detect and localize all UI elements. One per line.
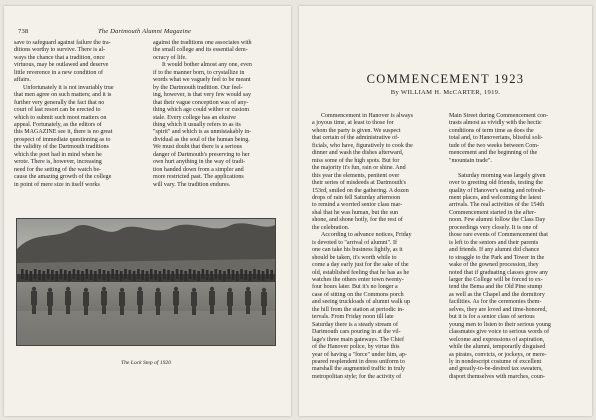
crowd-figure	[266, 269, 269, 279]
crowd-figure	[98, 269, 101, 279]
text-line: need for the setting of the watch be-	[14, 166, 102, 173]
text-line: that certain of the administrative of-	[312, 135, 400, 142]
text-line: which the poet had in mind when he	[14, 151, 102, 158]
crowd-figure	[90, 270, 93, 280]
text-line: as pirates, convicts, or jockeys, or mere-	[449, 351, 547, 358]
crowd-figure	[25, 270, 28, 280]
crowd-figure	[172, 271, 175, 281]
crowd-figure	[176, 269, 179, 279]
crowd-figure	[73, 269, 76, 279]
crowd-figure	[159, 271, 162, 281]
text-line: ditions worthy to survive. There is al-	[14, 47, 106, 54]
text-line: four hours later. But it's no longer a	[312, 284, 398, 291]
crowd-figure	[60, 269, 63, 279]
text-line: Dartmouth cars pouring in at the vil-	[312, 329, 401, 336]
crowd-figure	[120, 271, 123, 281]
text-line: 153rd, smiled on the gathering. A dozen	[312, 187, 409, 194]
text-line: is left to the seniors and their parents	[449, 239, 539, 246]
crowd-figure	[146, 271, 149, 281]
crowd-figure	[210, 271, 213, 281]
crowd-figure	[193, 270, 196, 280]
text-line: which to submit such moot matters on	[14, 114, 107, 121]
text-line: their series of misdeeds at Dartmouth's	[312, 180, 406, 187]
crowd-figure	[34, 269, 37, 279]
crowd-figure	[94, 271, 97, 281]
crowd-figure	[232, 270, 235, 280]
text-line: miss some of the high spots. But for	[312, 157, 400, 164]
crowd-figure	[262, 271, 265, 281]
text-line: appeal. Fortunately, as the editors of	[14, 121, 102, 128]
right-page	[299, 6, 592, 416]
text-line: Unfortunately it is not invariably true	[23, 84, 114, 91]
text-line: court of last resort can be erected to	[14, 107, 101, 114]
page-number: 738	[18, 28, 29, 35]
left-column-1	[14, 40, 144, 189]
text-line: ways the chance that a tradition, once	[14, 54, 105, 61]
text-line: shal that he was human, but the sun	[312, 209, 398, 216]
crowd-figure	[21, 269, 24, 279]
text-line: this MAGAZINE see it, there is no great	[14, 129, 113, 136]
text-line: conditions of term time as does the	[449, 127, 534, 134]
text-line: come a day early just for the sake of the	[312, 262, 409, 269]
text-line: affairs.	[14, 77, 31, 84]
crowd-figure	[227, 269, 230, 279]
text-line: ocracy of life.	[153, 54, 187, 61]
crowd-figure	[111, 269, 114, 279]
crowd-figure	[38, 270, 41, 280]
crowd-figure	[107, 271, 110, 281]
text-line: quality of Hanover's eating and refresh-	[449, 187, 545, 194]
text-line: while the alumni, temporarily disguised	[449, 344, 546, 351]
crowd-figure	[103, 270, 106, 280]
text-line: virtuous, may be outlawed and deserve	[14, 62, 109, 69]
crowd-figure	[133, 271, 136, 281]
text-line: metropolitan style; for the activity of	[312, 373, 402, 380]
text-line: thing which age could wither or custom	[153, 107, 250, 114]
text-line: of the Hanover police, by virtue this	[312, 344, 400, 351]
text-line: proceedings very closely. It is one of	[449, 224, 538, 231]
text-line: whom the party is given. We suspect	[312, 127, 401, 134]
text-line: tervals. From Friday noon till late	[312, 314, 394, 321]
text-line: ing, however, is that very few would say	[153, 92, 251, 99]
text-line: drops of rain fell Saturday afternoon	[312, 194, 401, 201]
text-line: further very generally the fact that no	[14, 99, 105, 106]
text-line: "mountain trade".	[449, 157, 492, 164]
crowd-figure	[240, 269, 243, 279]
text-line: "spirit" and which is as unmistakably in-	[153, 129, 252, 136]
text-line: classmates give voice to serious words of	[449, 329, 550, 336]
text-line: Commencement in Hanover is always	[321, 113, 414, 119]
text-line: watches the others enter town twenty-	[312, 276, 404, 283]
text-line: We must doubt that there is a serious	[153, 144, 243, 151]
text-line: young men to listen to their serious young	[449, 321, 551, 328]
crowd-figure	[215, 269, 218, 279]
crowd-figure	[51, 270, 54, 280]
text-line: It would bother almost any one, even	[162, 62, 252, 69]
text-line: ficials, who have, figuratively to cook the	[312, 142, 413, 149]
crowd-figure	[116, 270, 119, 280]
text-line: the majority it's fun, rain or shine. And	[312, 165, 406, 172]
text-line: Saturday morning was largely given	[458, 172, 546, 179]
text-line: According to advance notices, Friday	[321, 232, 412, 239]
text-line: and friends. If any alumni did chance	[449, 247, 540, 254]
text-line: Main Street during Commencement con-	[449, 113, 549, 119]
text-line: case of sitting on the Commons porch	[312, 291, 404, 298]
text-line: ment places, and welcoming the latest	[449, 194, 542, 201]
text-line: trasts almost as vividly with the hectic	[449, 120, 542, 127]
crowd-figure	[137, 269, 140, 279]
text-line: tude of the two weeks between Com-	[449, 142, 540, 149]
text-line: a joyous time, at least to those for	[312, 120, 394, 127]
crowd-figure	[30, 271, 33, 281]
text-line: dinner and wash the dishes afterward,	[312, 150, 404, 157]
crowd-figure	[150, 269, 153, 279]
text-line: over to greeting old friends, testing the	[449, 180, 543, 187]
text-line: and greatly-to-be-desired tax sweaters,	[449, 366, 543, 373]
text-line: as well as the Chapel and the dormitory	[449, 291, 545, 298]
crowd-figure	[163, 269, 166, 279]
text-line: lage's three main gateways. The Chief	[312, 336, 404, 343]
text-line: to straggle to the Park and Tower in the	[449, 254, 545, 261]
text-line: larger the College will be forced to ex-	[449, 276, 543, 283]
text-line: is devoted to "arrival of alumni". If	[312, 239, 398, 246]
text-line: to remind a worried senior class mar-	[312, 202, 403, 209]
text-line: words what we vaguely feel to be meant	[153, 77, 251, 84]
crowd-figure	[202, 269, 205, 279]
text-line: the validity of the Dartmouth traditions	[14, 144, 109, 151]
text-line: against the traditions one associates with	[153, 40, 252, 46]
right-column-2	[449, 113, 579, 381]
text-line: mencement and the beginning of the	[449, 150, 538, 157]
text-line	[449, 165, 579, 172]
crowd-figure	[81, 271, 84, 281]
text-line: little reverence in a new condition of	[14, 69, 103, 76]
left-page	[4, 6, 291, 416]
text-line: ly in nondescript costume of excellent	[449, 358, 542, 365]
text-line: welcome and expressions of aspiration,	[449, 336, 545, 343]
text-line: one can take his business lightly, as it	[312, 247, 403, 254]
crowd-figure	[43, 271, 46, 281]
text-line: save to safeguard against failure the tra-	[14, 40, 111, 46]
crowd-figure	[236, 271, 239, 281]
text-line: selves, they are loved and time-honored,	[449, 306, 547, 313]
article-title: COMMENCEMENT 1923	[366, 72, 525, 86]
text-line: danger of Dartmouth's preserving to her	[153, 151, 250, 158]
crowd-figure	[68, 271, 71, 281]
text-line: by the Dartmouth tradition. Our feel-	[153, 84, 243, 91]
text-line: noon. Few alumni follow the Class Day	[449, 217, 546, 224]
text-line: the hill from the station at periodic in-	[312, 306, 405, 313]
crowd-figure	[223, 271, 226, 281]
crowd-figure	[86, 269, 89, 279]
text-line: cause the amazing growth of the college	[14, 174, 112, 181]
text-line: this year the elements, penitent over	[312, 172, 400, 179]
text-line: total and, to Hanoverians, blissful soli-	[449, 135, 543, 142]
crowd-figure	[249, 271, 252, 281]
text-line: but it is for a senior class of serious	[449, 314, 535, 321]
photo-caption: The Lock Step of 1920	[120, 360, 172, 366]
text-line: dividual as the soul of the human being.	[153, 136, 250, 143]
text-line: wrote. There is, however, increasing	[14, 159, 102, 166]
text-line: the celebration.	[312, 224, 350, 231]
text-line: and seeing truckloads of alumni walk up	[312, 299, 411, 306]
crowd-figure	[206, 270, 209, 280]
text-line: own hurt anything in the way of tradi-	[153, 159, 246, 166]
crowd-figure	[124, 269, 127, 279]
text-line: thing which it usually refers to as its	[153, 121, 241, 128]
text-line: peared resplendent in dress uniform to	[312, 358, 405, 365]
crowd-figure	[197, 271, 200, 281]
text-line: the small college and its essential dem-	[153, 47, 248, 54]
journal-title: The Dartmouth Alumni Magazine	[97, 28, 192, 35]
left-column-2	[153, 40, 281, 189]
lock-step-photo	[16, 218, 276, 346]
text-line: noted that if graduating classes grow any	[449, 269, 549, 276]
text-line: stale. Every college has an elusive	[153, 114, 236, 121]
crowd-figure	[55, 271, 58, 281]
crowd-figure	[253, 269, 256, 279]
text-line: disport themselves with marches, coun-	[449, 373, 545, 380]
crowd-figure	[258, 270, 261, 280]
crowd-figure	[77, 270, 80, 280]
text-line: wake of the gowned procession, they	[449, 262, 539, 269]
text-line: prospect of immediate questioning as to	[14, 136, 111, 143]
crowd-figure	[129, 270, 132, 280]
text-line: if to the manner born, to crystallize in	[153, 69, 245, 76]
text-line: marshall the augmented traffic in truly	[312, 366, 406, 373]
text-line: more restricted past. The applications	[153, 174, 244, 181]
right-column-1	[312, 113, 440, 381]
crowd-figure	[219, 270, 222, 280]
text-line: tend the Bema and the Old Pine stump	[449, 284, 543, 291]
crowd-figure	[184, 271, 187, 281]
text-line: facilities. As for the ceremonies them-	[449, 299, 542, 306]
text-line: arrivals. The real activities of the 154th	[449, 202, 545, 209]
text-line: will vary. The tradition endures.	[153, 181, 231, 188]
text-line: shone, and shone hotly, for the rest of	[312, 217, 403, 224]
crowd-figure	[180, 270, 183, 280]
text-line: that their vague conception was of any-	[153, 99, 249, 106]
crowd-figure	[270, 270, 273, 280]
text-line: Saturday there is a steady stream of	[312, 321, 398, 328]
crowd-figure	[141, 270, 144, 280]
text-line: old, established feeling that he has as he	[312, 269, 410, 276]
text-line: year of having a "force" under him, ap-	[312, 351, 407, 358]
crowd-figure	[64, 270, 67, 280]
text-line: those rare events of Commencement that	[449, 232, 548, 239]
text-line: in point of mere size in itself works	[14, 181, 100, 188]
text-line: should be taken, it's worth while to	[312, 254, 397, 261]
text-line: that men agree on such matters; and it is	[14, 92, 112, 99]
running-head	[18, 28, 277, 35]
crowd-figure	[245, 270, 248, 280]
text-line: tion handed down from a simpler and	[153, 166, 244, 173]
article-byline: By WILLIAM H. McCARTER, 1919.	[390, 89, 501, 96]
crowd-figure	[154, 270, 157, 280]
text-line: Commencement started in the after-	[449, 209, 536, 216]
crowd-figure	[189, 269, 192, 279]
crowd-figure	[47, 269, 50, 279]
crowd-figure	[167, 270, 170, 280]
